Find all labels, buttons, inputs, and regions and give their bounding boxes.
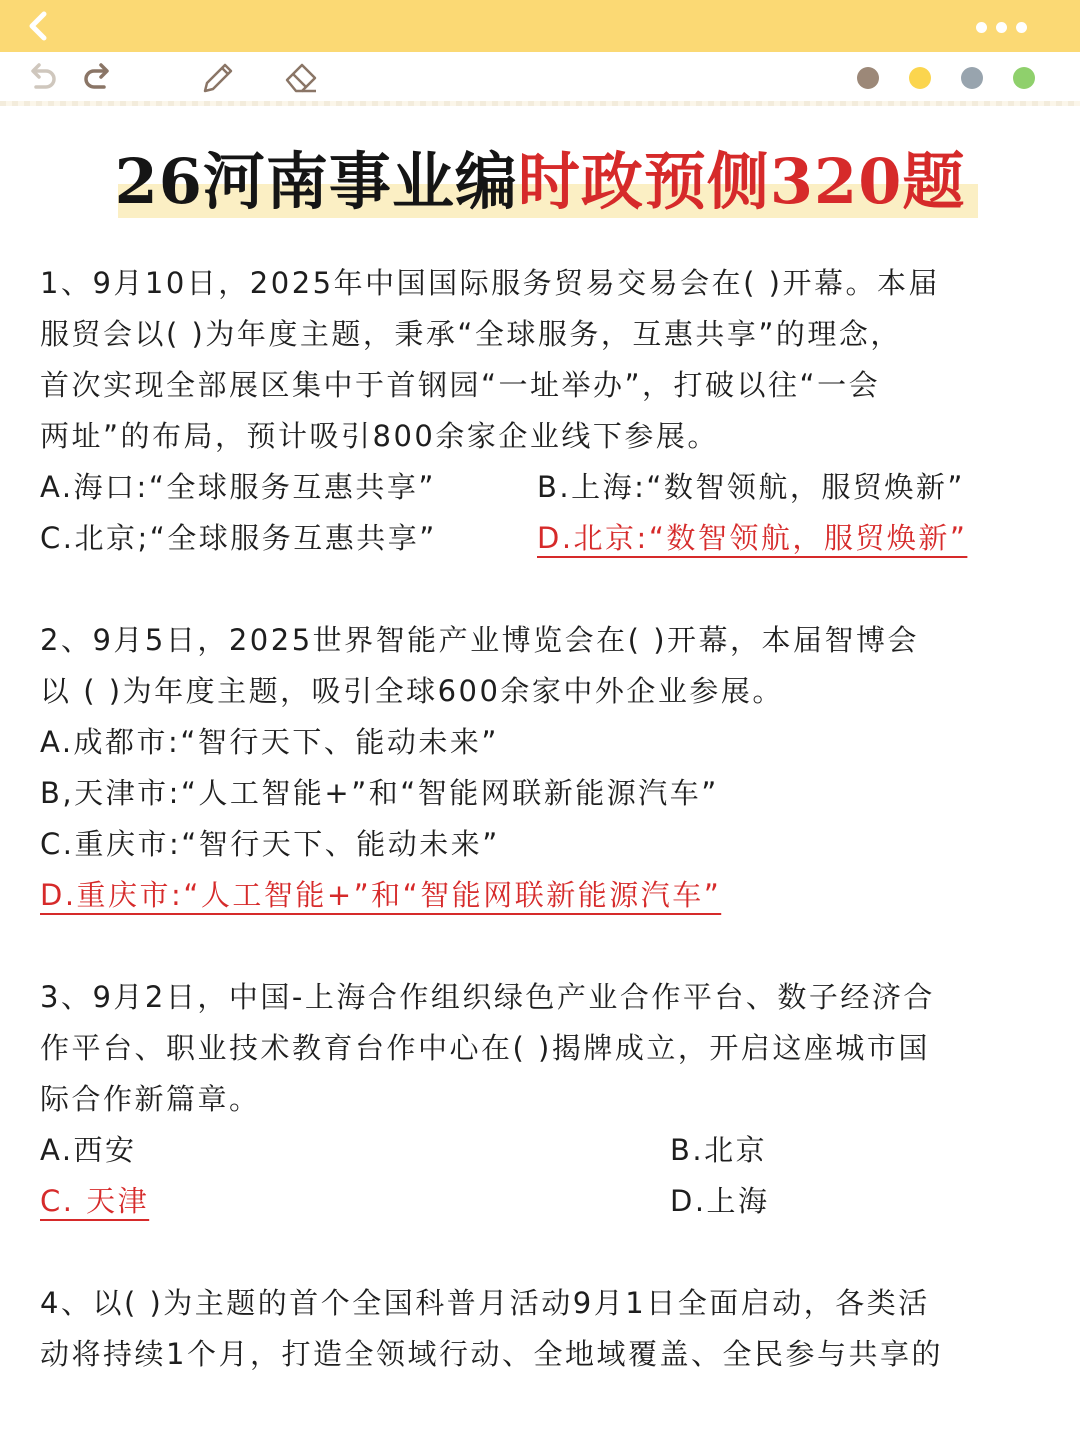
option-d: D.上海 [670,1184,770,1218]
question-line: 3、9月2日，中国-上海合作组织绿色产业合作平台、数子经济合 [40,980,935,1014]
top-bar [0,0,1080,52]
question-line: 两址”的布局，预计吸引800余家企业线下参展。 [40,419,719,453]
spacer [40,564,1050,615]
question-line: 4、以( )为主题的首个全国科普月活动9月1日全面启动，各类活 [40,1286,930,1320]
option-row [40,462,1050,513]
toolbar-divider [0,101,1080,106]
title-black-part: 26河南事业编 [114,145,518,218]
redo-icon[interactable] [80,58,118,96]
title-red-part: 时政预侧320题 [517,145,966,218]
spacer [40,1227,1050,1278]
option-b: B.北京 [670,1133,768,1167]
question-line: 1、9月10日，2025年中国国际服务贸易交易会在( )开幕。本届 [40,266,940,300]
option-c: C.重庆市:“智行天下、能动未来” [40,827,500,861]
question-line: 服贸会以( )为年度主题，秉承“全球服务，互惠共享”的理念， [40,317,902,351]
more-dots-icon[interactable] [976,18,1040,34]
question-list [40,258,1050,1380]
option-b: B.上海:“数智领航，服贸焕新” [537,470,965,504]
edit-toolbar [0,52,1080,102]
question-4 [40,1278,1050,1380]
question-line: 动将持续1个月，打造全领域行动、全地域覆盖、全民参与共享的 [40,1337,943,1371]
pencil-icon[interactable] [198,58,236,96]
page-title [115,140,966,224]
question-1 [40,258,1050,564]
question-line: 际合作新篇章。 [40,1082,261,1116]
question-line: 首次实现全部展区集中于首钢园“一址举办”，打破以往“一会 [40,368,881,402]
undo-icon[interactable] [22,58,60,96]
eraser-icon[interactable] [282,58,320,96]
spacer [40,921,1050,972]
question-2 [40,615,1050,921]
option-row [40,1125,1050,1176]
option-a: A.成都市:“智行天下、能动未来” [40,725,499,759]
option-d-answer: D.北京:“数智领航，服贸焕新” [537,521,968,555]
option-a: A.西安 [40,1133,137,1167]
color-swatch-brown[interactable] [857,67,879,89]
option-row [40,1176,1050,1227]
option-d-answer: D.重庆市:“人工智能+”和“智能网联新能源汽车” [40,878,722,912]
option-c-answer: C. 天津 [40,1184,150,1218]
option-c: C.北京;“全球服务互惠共享” [40,521,437,555]
page-title-area [0,140,1080,230]
question-line: 作平台、职业技术教育台作中心在( )揭牌成立，开启这座城市国 [40,1031,930,1065]
question-line: 以 ( )为年度主题，吸引全球600余家中外企业参展。 [40,674,784,708]
chevron-left-icon[interactable] [20,8,56,44]
option-a: A.海口:“全球服务互惠共享” [40,470,436,504]
question-3 [40,972,1050,1227]
color-swatch-yellow[interactable] [909,67,931,89]
option-row [40,513,1050,564]
option-b: B,天津市:“人工智能+”和“智能网联新能源汽车” [40,776,719,810]
color-swatch-gray[interactable] [961,67,983,89]
color-swatch-green[interactable] [1013,67,1035,89]
question-line: 2、9月5日，2025世界智能产业博览会在( )开幕，本届智博会 [40,623,920,657]
